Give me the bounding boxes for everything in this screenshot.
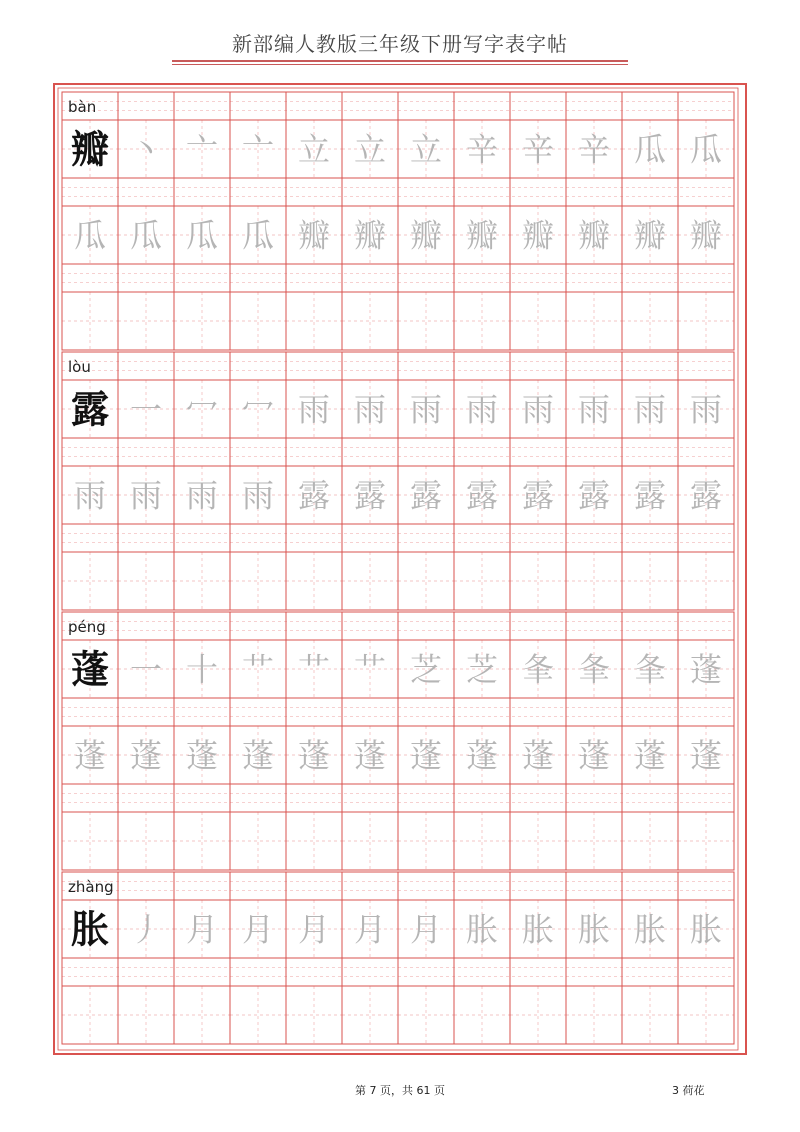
stroke-step-glyph: 蓬 <box>633 736 667 775</box>
stroke-step-glyph: 蓬 <box>689 650 723 689</box>
stroke-step-glyph: 立 <box>297 130 331 169</box>
stroke-step-glyph: 瓜 <box>73 216 107 255</box>
stroke-step-glyph: 雨 <box>297 390 331 429</box>
stroke-step-glyph: 蓬 <box>521 736 555 775</box>
stroke-step-glyph: 胀 <box>689 910 723 949</box>
stroke-step-glyph: 月 <box>185 910 219 949</box>
stroke-step-glyph: 月 <box>409 910 443 949</box>
model-character: 瓣 <box>70 127 110 172</box>
stroke-step-glyph: 芝 <box>465 650 499 689</box>
stroke-step-glyph: 蓬 <box>129 736 163 775</box>
stroke-step-glyph: 芝 <box>409 650 443 689</box>
page-title: 新部编人教版三年级下册写字表字帖 <box>232 32 568 56</box>
pinyin-label: péng <box>68 618 106 636</box>
page-number: 第 7 页，共 61 页 <box>355 1084 445 1097</box>
stroke-step-glyph: 瓜 <box>689 130 723 169</box>
lesson-label: 3 荷花 <box>672 1084 705 1097</box>
stroke-step-glyph: 雨 <box>689 390 723 429</box>
stroke-step-glyph: 雨 <box>465 390 499 429</box>
pinyin-label: lòu <box>68 358 91 376</box>
stroke-step-glyph: 蓬 <box>297 736 331 775</box>
stroke-step-glyph: 雨 <box>129 476 163 515</box>
stroke-step-glyph: 露 <box>297 476 331 515</box>
stroke-step-glyph: 一 <box>129 650 163 689</box>
stroke-step-glyph: 亠 <box>241 130 275 169</box>
stroke-step-glyph: 夆 <box>577 650 611 689</box>
pinyin-label: zhàng <box>68 878 114 896</box>
stroke-step-glyph: 雨 <box>577 390 611 429</box>
stroke-step-glyph: 丿 <box>129 910 163 949</box>
stroke-step-glyph: 瓜 <box>129 216 163 255</box>
stroke-step-glyph: 瓣 <box>521 216 555 255</box>
stroke-step-glyph: 露 <box>689 476 723 515</box>
stroke-step-glyph: 雨 <box>241 476 275 515</box>
stroke-step-glyph: 立 <box>409 130 443 169</box>
stroke-step-glyph: 瓣 <box>297 216 331 255</box>
stroke-step-glyph: 露 <box>521 476 555 515</box>
stroke-step-glyph: 艹 <box>353 650 387 689</box>
stroke-step-glyph: 露 <box>577 476 611 515</box>
stroke-step-glyph: 雨 <box>633 390 667 429</box>
stroke-step-glyph: 艹 <box>241 650 275 689</box>
stroke-step-glyph: 蓬 <box>465 736 499 775</box>
stroke-step-glyph: 蓬 <box>185 736 219 775</box>
pinyin-label: bàn <box>68 98 97 116</box>
stroke-step-glyph: 立 <box>353 130 387 169</box>
stroke-step-glyph: 雨 <box>73 476 107 515</box>
stroke-step-glyph: 冖 <box>241 390 275 429</box>
stroke-step-glyph: 辛 <box>577 130 611 169</box>
stroke-step-glyph: 蓬 <box>409 736 443 775</box>
stroke-step-glyph: 辛 <box>521 130 555 169</box>
stroke-step-glyph: 一 <box>129 390 163 429</box>
stroke-step-glyph: 瓜 <box>185 216 219 255</box>
stroke-step-glyph: 十 <box>185 650 219 689</box>
stroke-step-glyph: 胀 <box>577 910 611 949</box>
stroke-step-glyph: 雨 <box>521 390 555 429</box>
stroke-step-glyph: 辛 <box>465 130 499 169</box>
model-character: 胀 <box>70 907 110 952</box>
stroke-step-glyph: 瓜 <box>241 216 275 255</box>
stroke-step-glyph: 冖 <box>185 390 219 429</box>
stroke-step-glyph: 蓬 <box>353 736 387 775</box>
stroke-step-glyph: 夆 <box>521 650 555 689</box>
stroke-step-glyph: 雨 <box>185 476 219 515</box>
stroke-step-glyph: 月 <box>353 910 387 949</box>
stroke-step-glyph: 瓣 <box>465 216 499 255</box>
stroke-step-glyph: 雨 <box>409 390 443 429</box>
stroke-step-glyph: 胀 <box>521 910 555 949</box>
model-character: 蓬 <box>70 647 110 692</box>
stroke-step-glyph: 瓣 <box>689 216 723 255</box>
stroke-step-glyph: 蓬 <box>689 736 723 775</box>
stroke-step-glyph: 露 <box>353 476 387 515</box>
stroke-step-glyph: 露 <box>633 476 667 515</box>
model-character: 露 <box>70 387 110 432</box>
stroke-step-glyph: 露 <box>465 476 499 515</box>
stroke-step-glyph: 瓣 <box>577 216 611 255</box>
stroke-step-glyph: 月 <box>297 910 331 949</box>
stroke-step-glyph: 胀 <box>465 910 499 949</box>
stroke-step-glyph: 露 <box>409 476 443 515</box>
stroke-step-glyph: 瓣 <box>633 216 667 255</box>
stroke-step-glyph: 胀 <box>633 910 667 949</box>
stroke-step-glyph: 蓬 <box>241 736 275 775</box>
stroke-step-glyph: 艹 <box>297 650 331 689</box>
stroke-step-glyph: 瓣 <box>409 216 443 255</box>
stroke-step-glyph: 瓣 <box>353 216 387 255</box>
stroke-step-glyph: 蓬 <box>73 736 107 775</box>
stroke-step-glyph: 亠 <box>185 130 219 169</box>
stroke-step-glyph: 月 <box>241 910 275 949</box>
stroke-step-glyph: 雨 <box>353 390 387 429</box>
stroke-step-glyph: 丶 <box>129 130 163 169</box>
stroke-step-glyph: 蓬 <box>577 736 611 775</box>
stroke-step-glyph: 瓜 <box>633 130 667 169</box>
stroke-step-glyph: 夆 <box>633 650 667 689</box>
